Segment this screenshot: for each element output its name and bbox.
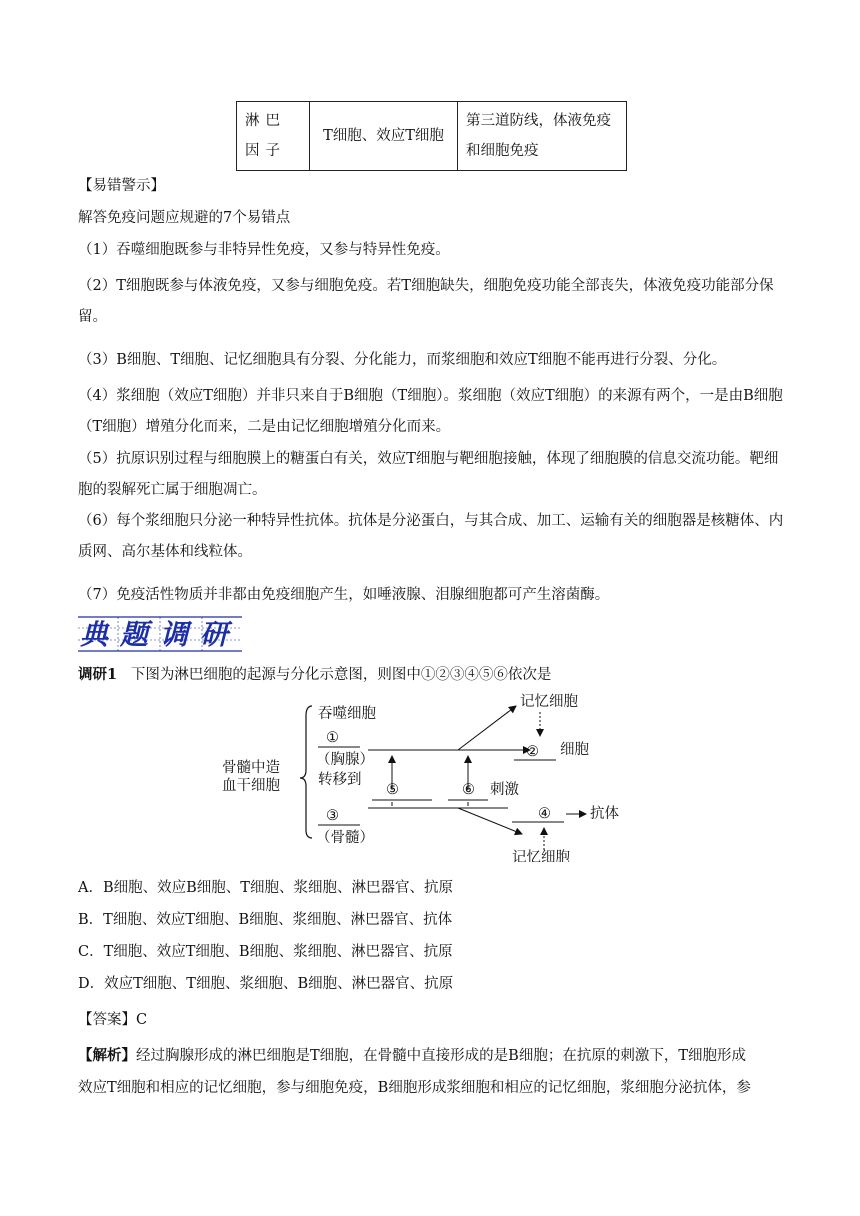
stimulus-label: 刺激 bbox=[490, 782, 519, 798]
antibody-label: 抗体 bbox=[590, 806, 619, 822]
analysis-line-1 bbox=[78, 1046, 790, 1066]
warning-item-4: （4）浆细胞（效应T细胞）并非只来自于B细胞（T细胞）。浆细胞（效应T细胞）的来源有两个，一是由B细胞（T细胞）增殖分化而来，二是由记忆细胞增殖分化而来。 bbox=[78, 388, 783, 435]
option-c: C．T细胞、效应T细胞、B细胞、浆细胞、淋巴器官、抗原 bbox=[78, 944, 453, 960]
analysis-label: 【解析】 bbox=[78, 1047, 136, 1064]
lymphokine-table bbox=[236, 101, 627, 171]
warning-item-5: （5）抗原识别过程与细胞膜上的糖蛋白有关，效应T细胞与靶细胞接触，体现了细胞膜的信息交流功能。靶细胞的裂解死亡属于细胞凋亡。 bbox=[78, 451, 779, 498]
option-d: D．效应T细胞、T细胞、浆细胞、B细胞、淋巴器官、抗原 bbox=[78, 976, 454, 992]
option-a: A．B细胞、效应B细胞、T细胞、浆细胞、淋巴器官、抗原 bbox=[78, 880, 453, 896]
table-cell-function bbox=[458, 102, 627, 171]
warning-intro: 解答免疫问题应规避的7个易错点 bbox=[78, 210, 291, 226]
node-5: ⑤ bbox=[386, 782, 399, 798]
node-6: ⑥ bbox=[462, 782, 475, 798]
option-b: B．T细胞、效应T细胞、B细胞、浆细胞、淋巴器官、抗体 bbox=[78, 912, 453, 928]
marrow-label: （骨髓） bbox=[316, 830, 374, 846]
table-cell-function-line1: 第三道防线，体液免疫 bbox=[466, 113, 611, 129]
table-row bbox=[237, 102, 627, 171]
warning-heading: 【易错警示】 bbox=[78, 178, 165, 194]
thymus-label: （胸腺） bbox=[316, 752, 374, 768]
warning-item-7: （7）免疫活性物质并非都由免疫细胞产生，如唾液腺、泪腺细胞都可产生溶菌酶。 bbox=[78, 587, 610, 603]
node-4: ④ bbox=[538, 806, 551, 822]
question-stem bbox=[78, 665, 790, 685]
phagocyte-label: 吞噬细胞 bbox=[318, 706, 376, 722]
effector-cell-suffix: 细胞 bbox=[560, 742, 589, 758]
node-2: ② bbox=[526, 744, 539, 760]
branch-brace bbox=[300, 706, 312, 838]
node-1: ① bbox=[326, 730, 339, 746]
warning-item-1: （1）吞噬细胞既参与非特异性免疫，又参与特异性免疫。 bbox=[78, 242, 450, 258]
section-banner bbox=[76, 616, 244, 652]
answer: 【答案】C bbox=[78, 1012, 148, 1028]
warning-item-3: （3）B细胞、T细胞、记忆细胞具有分裂、分化能力，而浆细胞和效应T细胞不能再进行分裂、分化。 bbox=[78, 352, 727, 368]
table-cell-function-line2: 和细胞免疫 bbox=[466, 143, 539, 159]
memory-cell-bottom: 记忆细胞 bbox=[512, 850, 570, 862]
question-label: 调研1 bbox=[78, 666, 118, 683]
table-cell-name: 淋巴因子 bbox=[237, 102, 310, 171]
warning-item-6: （6）每个浆细胞只分泌一种特异性抗体。抗体是分泌蛋白，与其合成、加工、运输有关的细胞器是核糖体、内质网、高尔基体和线粒体。 bbox=[78, 513, 784, 560]
question-text: 下图为淋巴细胞的起源与分化示意图，则图中①②③④⑤⑥依次是 bbox=[130, 667, 552, 683]
analysis-line-2: 效应T细胞和相应的记忆细胞，参与细胞免疫，B细胞形成浆细胞和相应的记忆细胞，浆细胞分泌抗体，参 bbox=[78, 1080, 751, 1096]
origin-label-line2: 血干细胞 bbox=[222, 778, 280, 794]
warning-item-2: （2）T细胞既参与体液免疫，又参与细胞免疫。若T细胞缺失，细胞免疫功能全部丧失，体液免疫功能部分保留。 bbox=[78, 278, 774, 325]
analysis-text-1: 经过胸腺形成的淋巴细胞是T细胞，在骨髓中直接形成的是B细胞；在抗原的刺激下，T细胞形成 bbox=[136, 1048, 746, 1064]
lymphocyte-origin-diagram bbox=[222, 690, 642, 862]
memory-cell-top: 记忆细胞 bbox=[520, 694, 578, 710]
table-cell-source: T细胞、效应T细胞 bbox=[310, 102, 458, 171]
origin-label-line1: 骨髓中造 bbox=[222, 760, 280, 776]
banner-text: 典题调研 bbox=[79, 618, 241, 651]
node-3: ③ bbox=[326, 808, 339, 824]
transfer-label: 转移到 bbox=[318, 772, 362, 788]
